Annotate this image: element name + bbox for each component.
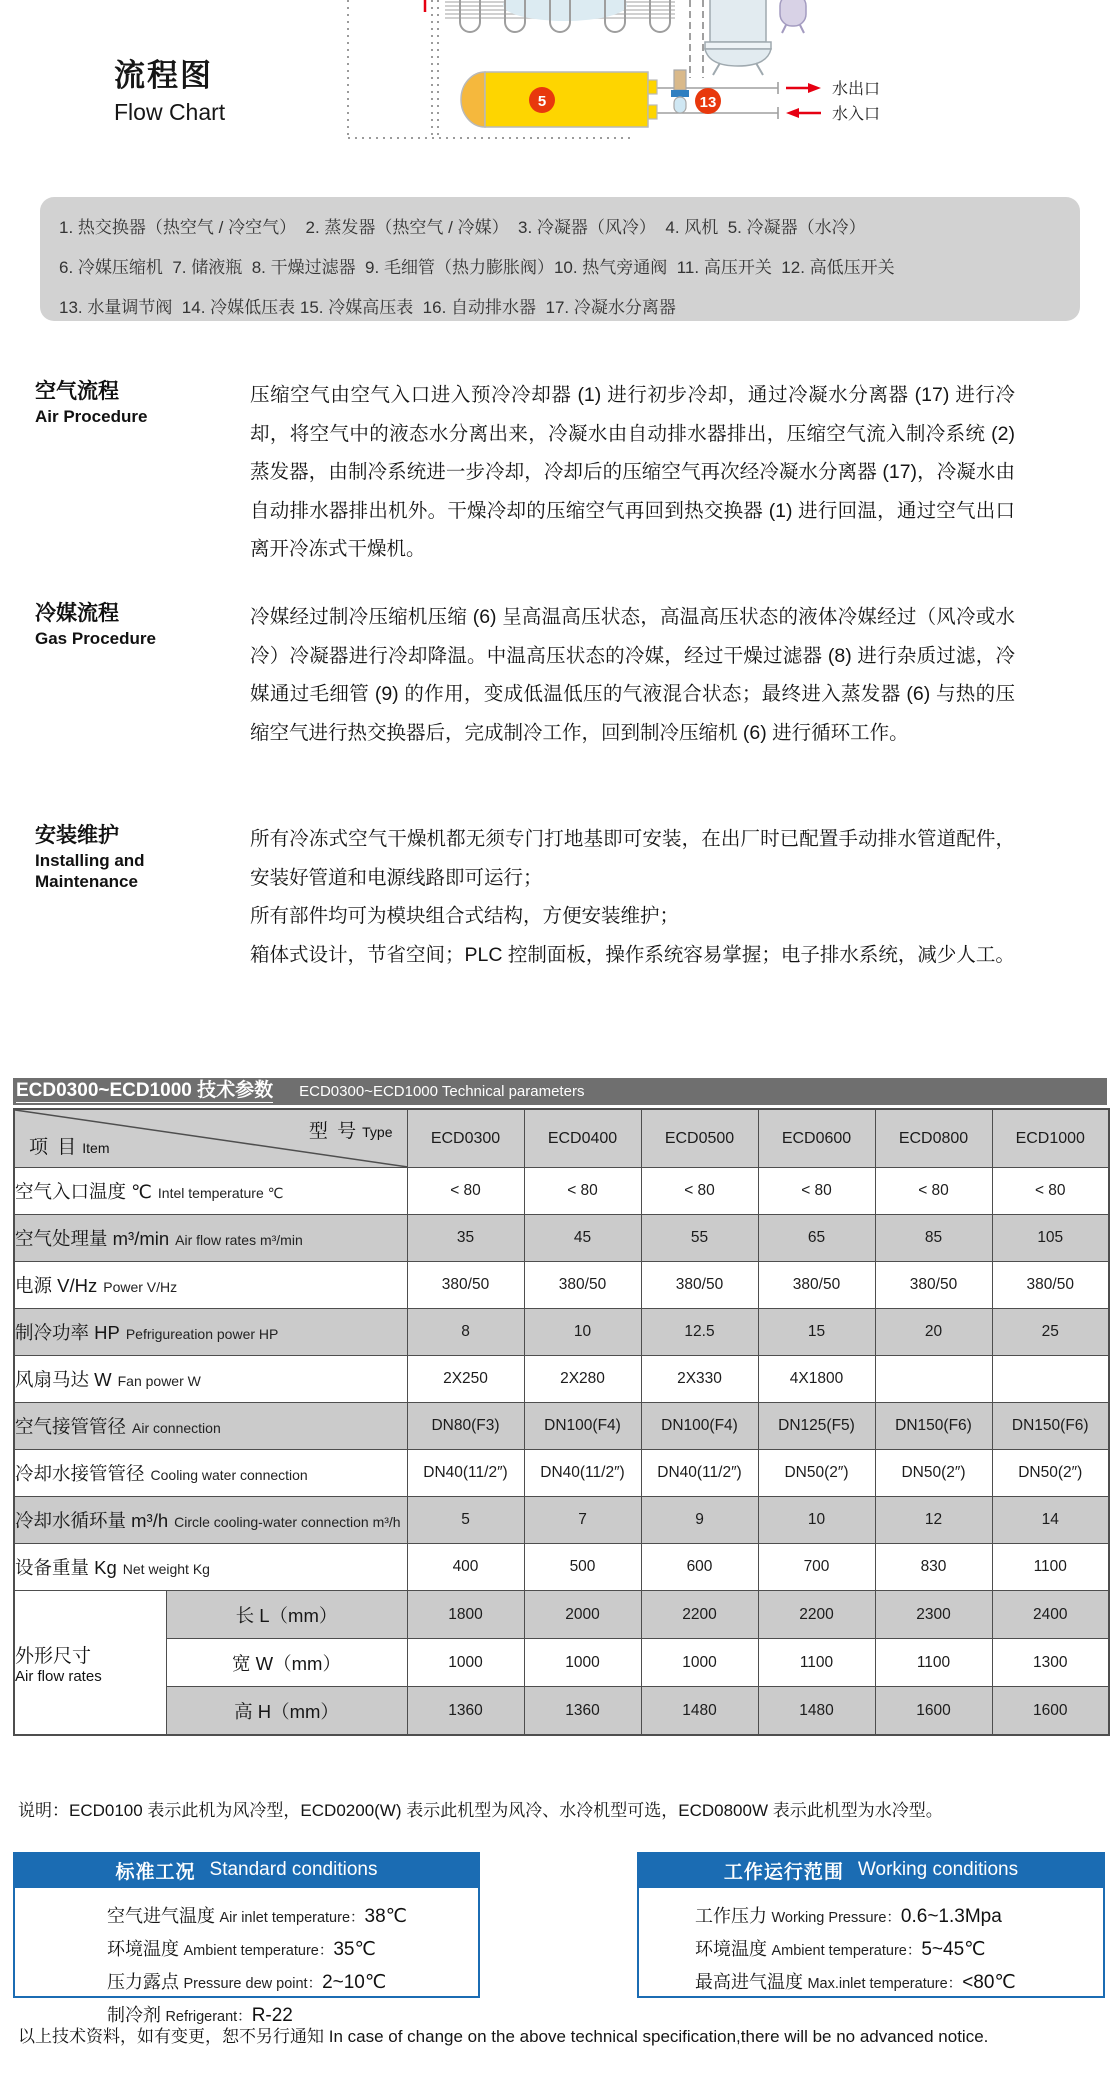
cell: 400 bbox=[407, 1544, 524, 1591]
cell: 105 bbox=[992, 1215, 1109, 1262]
flow-chart-title-en: Flow Chart bbox=[114, 99, 226, 125]
cell: 500 bbox=[524, 1544, 641, 1591]
condition-line: 最高进气温度 Max.inlet temperature：<80℃ bbox=[695, 1972, 1016, 1993]
cell: 2X250 bbox=[407, 1356, 524, 1403]
working-conditions-box bbox=[637, 1852, 1105, 1998]
cell: 2000 bbox=[524, 1591, 641, 1639]
table-title-zh: ECD0300~ECD1000 技术参数 bbox=[16, 1080, 274, 1102]
row-label: 电源 V/Hz Power V/Hz bbox=[14, 1262, 407, 1309]
component-legend bbox=[40, 197, 1080, 321]
cell: 1300 bbox=[992, 1639, 1109, 1687]
row-label: 制冷功率 HP Pefrigureation power HP bbox=[14, 1309, 407, 1356]
dimension-row bbox=[14, 1687, 1109, 1736]
table-title-bar bbox=[13, 1078, 1107, 1105]
legend-line: 1. 热交换器（热空气 / 冷空气） 2. 蒸发器（热空气 / 冷媒） 3. 冷凝器（风冷） 4. 风机 5. 冷凝器（水冷） bbox=[59, 218, 866, 237]
cell: DN50(2″) bbox=[992, 1450, 1109, 1497]
section-label-zh: 冷媒流程 bbox=[35, 602, 119, 625]
cell: 25 bbox=[992, 1309, 1109, 1356]
water-inlet-arrow bbox=[786, 108, 821, 118]
dimension-row bbox=[14, 1591, 1109, 1639]
cell bbox=[875, 1356, 992, 1403]
cell: 1000 bbox=[641, 1639, 758, 1687]
table-row bbox=[14, 1168, 1109, 1215]
cell: 380/50 bbox=[407, 1262, 524, 1309]
technical-parameters bbox=[13, 1078, 1107, 1736]
paragraph: 所有部件均可为模块组合式结构，方便安装维护； bbox=[250, 905, 680, 927]
cell: DN80(F3) bbox=[407, 1403, 524, 1450]
disclaimer-footer: 以上技术资料，如有变更，恕不另行通知 In case of change on the above technical specification,there will be no advanced notice. bbox=[18, 2027, 989, 2046]
standard-conditions-body bbox=[13, 1888, 480, 2026]
cell: 380/50 bbox=[641, 1262, 758, 1309]
table-row bbox=[14, 1309, 1109, 1356]
corner-item: 项 目 Item bbox=[29, 1137, 110, 1158]
cell: < 80 bbox=[641, 1168, 758, 1215]
cell: 2X280 bbox=[524, 1356, 641, 1403]
cell: DN100(F4) bbox=[524, 1403, 641, 1450]
water-outlet-label: 水出口 bbox=[832, 81, 881, 98]
cell: 5 bbox=[407, 1497, 524, 1544]
section-label-en: Installing and Maintenance bbox=[35, 851, 145, 892]
model-header: ECD1000 bbox=[992, 1109, 1109, 1168]
section-label-zh: 空气流程 bbox=[35, 380, 119, 403]
table-row bbox=[14, 1544, 1109, 1591]
water-inlet-label: 水入口 bbox=[832, 106, 881, 123]
cell: 9 bbox=[641, 1497, 758, 1544]
cell: 20 bbox=[875, 1309, 992, 1356]
paragraph: 箱体式设计，节省空间；PLC 控制面板，操作系统容易掌握；电子排水系统，减少人工。 bbox=[250, 943, 1015, 966]
cell: 10 bbox=[758, 1497, 875, 1544]
cell: 830 bbox=[875, 1544, 992, 1591]
dimension-row bbox=[14, 1639, 1109, 1687]
model-header: ECD0600 bbox=[758, 1109, 875, 1168]
section-label-en: Air Procedure bbox=[35, 407, 148, 427]
row-label: 空气处理量 m³/min Air flow rates m³/min bbox=[14, 1215, 407, 1262]
cell: 10 bbox=[524, 1309, 641, 1356]
standard-conditions-box bbox=[13, 1852, 480, 2026]
cell: 1360 bbox=[407, 1687, 524, 1736]
cell: 1800 bbox=[407, 1591, 524, 1639]
badge-5-number: 5 bbox=[537, 93, 547, 110]
condition-line: 空气进气温度 Air inlet temperature：38℃ bbox=[107, 1906, 407, 1927]
cell: DN50(2″) bbox=[758, 1450, 875, 1497]
dimension-label: 宽 W（mm） bbox=[166, 1639, 407, 1687]
cell: 1100 bbox=[992, 1544, 1109, 1591]
cell: DN40(11/2″) bbox=[641, 1450, 758, 1497]
legend-line: 13. 水量调节阀 14. 冷媒低压表 15. 冷媒高压表 16. 自动排水器 17. 冷凝水分离器 bbox=[59, 298, 676, 317]
cell: 380/50 bbox=[524, 1262, 641, 1309]
table-row bbox=[14, 1403, 1109, 1450]
water-condenser bbox=[461, 72, 657, 127]
section-label bbox=[35, 823, 240, 893]
working-conditions-header: 工作运行范围 Working conditions bbox=[637, 1852, 1105, 1888]
row-label: 风扇马达 W Fan power W bbox=[14, 1356, 407, 1403]
cell: 4X1800 bbox=[758, 1356, 875, 1403]
cell: 8 bbox=[407, 1309, 524, 1356]
cell: < 80 bbox=[758, 1168, 875, 1215]
cell: 1360 bbox=[524, 1687, 641, 1736]
cell: DN100(F4) bbox=[641, 1403, 758, 1450]
heat-exchanger-coils bbox=[445, 0, 675, 32]
cell: 55 bbox=[641, 1215, 758, 1262]
cell: 700 bbox=[758, 1544, 875, 1591]
section-label bbox=[35, 379, 240, 427]
cell: 2200 bbox=[641, 1591, 758, 1639]
cell: DN150(F6) bbox=[875, 1403, 992, 1450]
table-row bbox=[14, 1215, 1109, 1262]
section-label-zh: 安装维护 bbox=[35, 824, 119, 847]
condition-line: 制冷剂 Refrigerant：R-22 bbox=[107, 2005, 293, 2026]
flow-chart-title-zh: 流程图 bbox=[114, 58, 213, 93]
parameters-table bbox=[13, 1108, 1110, 1736]
cell: 45 bbox=[524, 1215, 641, 1262]
cell: 35 bbox=[407, 1215, 524, 1262]
table-corner-cell bbox=[14, 1109, 407, 1168]
model-header: ECD0400 bbox=[524, 1109, 641, 1168]
table-row bbox=[14, 1262, 1109, 1309]
table-header-row bbox=[14, 1109, 1109, 1168]
condition-line: 环境温度 Ambient temperature：35℃ bbox=[107, 1939, 376, 1960]
cell bbox=[992, 1356, 1109, 1403]
cell: DN125(F5) bbox=[758, 1403, 875, 1450]
cell: 2400 bbox=[992, 1591, 1109, 1639]
cell: DN40(11/2″) bbox=[524, 1450, 641, 1497]
model-header: ECD0800 bbox=[875, 1109, 992, 1168]
cell: 380/50 bbox=[875, 1262, 992, 1309]
cell: 12 bbox=[875, 1497, 992, 1544]
flow-chart-title bbox=[114, 50, 225, 126]
receiver-vessel bbox=[780, 0, 806, 33]
cell: 1600 bbox=[875, 1687, 992, 1736]
cell: DN50(2″) bbox=[875, 1450, 992, 1497]
cell: 380/50 bbox=[758, 1262, 875, 1309]
cell: < 80 bbox=[524, 1168, 641, 1215]
row-label: 冷却水接管管径 Cooling water connection bbox=[14, 1450, 407, 1497]
cell: 1600 bbox=[992, 1687, 1109, 1736]
corner-type: 型 号 Type bbox=[308, 1121, 393, 1142]
model-header: ECD0300 bbox=[407, 1109, 524, 1168]
row-label: 冷却水循环量 m³/h Circle cooling-water connection m³/h bbox=[14, 1497, 407, 1544]
badge-13-number: 13 bbox=[699, 94, 717, 111]
cell: 7 bbox=[524, 1497, 641, 1544]
cell: 12.5 bbox=[641, 1309, 758, 1356]
section-body bbox=[250, 598, 1015, 752]
working-conditions-body bbox=[637, 1888, 1105, 1998]
paragraph: 冷媒经过制冷压缩机压缩 (6) 呈高温高压状态，高温高压状态的液体冷媒经过（风冷或水冷）冷凝器进行冷却降温。中温高压状态的冷媒，经过干燥过滤器 (8) 进行杂质过滤，冷媒通过毛细管 (9) 的作用，变成低温低压的气液混合状态；最终进入蒸发器 (6) 与热的压缩空气进行热交换器后，完成制冷工作，回到制冷压缩机 (6) 进行循环工作。 bbox=[250, 606, 1015, 744]
cell: 85 bbox=[875, 1215, 992, 1262]
paragraph: 所有冷冻式空气干燥机都无须专门打地基即可安装，在出厂时已配置手动排水管道配件，安装好管道和电源线路即可运行； bbox=[250, 828, 1015, 889]
cell: 1000 bbox=[407, 1639, 524, 1687]
cell: 600 bbox=[641, 1544, 758, 1591]
cell: DN40(11/2″) bbox=[407, 1450, 524, 1497]
condition-line: 压力露点 Pressure dew point：2~10℃ bbox=[107, 1972, 387, 1993]
paragraph: 压缩空气由空气入口进入预冷冷却器 (1) 进行初步冷却，通过冷凝水分离器 (17) 进行冷却，将空气中的液态水分离出来，冷凝水由自动排水器排出，压缩空气流入制冷系统 (2) 蒸发器，由制冷系统进一步冷却，冷却后的压缩空气再次经冷凝水分离器 (17)，冷凝水由自动排水器排出机外。干燥冷却的压缩空气再回到热交换器 (1) 进行回温，通过空气出口离开冷冻式干燥机。 bbox=[250, 384, 1015, 560]
cell: < 80 bbox=[875, 1168, 992, 1215]
cell: 2200 bbox=[758, 1591, 875, 1639]
table-row bbox=[14, 1450, 1109, 1497]
condition-line: 工作压力 Working Pressure：0.6~1.3Mpa bbox=[695, 1906, 1002, 1927]
cell: 2300 bbox=[875, 1591, 992, 1639]
cell: 14 bbox=[992, 1497, 1109, 1544]
dimension-label: 长 L（mm） bbox=[166, 1591, 407, 1639]
condition-line: 环境温度 Ambient temperature：5~45℃ bbox=[695, 1939, 986, 1960]
water-outlet-arrow bbox=[786, 83, 821, 93]
standard-conditions-header: 标准工况 Standard conditions bbox=[13, 1852, 480, 1888]
cell: 1000 bbox=[524, 1639, 641, 1687]
legend-line: 6. 冷媒压缩机 7. 储液瓶 8. 干燥过滤器 9. 毛细管（热力膨胀阀）10. 热气旁通阀 11. 高压开关 12. 高低压开关 bbox=[59, 258, 895, 277]
model-header: ECD0500 bbox=[641, 1109, 758, 1168]
compressor-vessel bbox=[705, 0, 771, 75]
cell: 2X330 bbox=[641, 1356, 758, 1403]
cell: 1480 bbox=[641, 1687, 758, 1736]
table-row bbox=[14, 1356, 1109, 1403]
section-label bbox=[35, 601, 240, 649]
model-note: 说明：ECD0100 表示此机为风冷型，ECD0200(W) 表示此机型为风冷、水冷机型可选，ECD0800W 表示此机型为水冷型。 bbox=[18, 1801, 943, 1820]
cell: < 80 bbox=[992, 1168, 1109, 1215]
row-label: 空气接管管径 Air connection bbox=[14, 1403, 407, 1450]
cell: 65 bbox=[758, 1215, 875, 1262]
section-label-en: Gas Procedure bbox=[35, 629, 156, 649]
flow-chart-diagram bbox=[330, 0, 900, 148]
cell: 1100 bbox=[875, 1639, 992, 1687]
cell: 1100 bbox=[758, 1639, 875, 1687]
water-regulating-valve bbox=[671, 70, 721, 114]
section-body bbox=[250, 376, 1015, 569]
cell: 380/50 bbox=[992, 1262, 1109, 1309]
cell: DN150(F6) bbox=[992, 1403, 1109, 1450]
dimensions-group-label: 外形尺寸 Air flow rates bbox=[14, 1591, 166, 1736]
table-row bbox=[14, 1497, 1109, 1544]
cell: < 80 bbox=[407, 1168, 524, 1215]
table-title-en: ECD0300~ECD1000 Technical parameters bbox=[299, 1083, 585, 1100]
row-label: 设备重量 Kg Net weight Kg bbox=[14, 1544, 407, 1591]
cell: 1480 bbox=[758, 1687, 875, 1736]
cell: 15 bbox=[758, 1309, 875, 1356]
row-label: 空气入口温度 ℃ Intel temperature ℃ bbox=[14, 1168, 407, 1215]
section-body bbox=[250, 820, 1015, 974]
dimension-label: 高 H（mm） bbox=[166, 1687, 407, 1736]
